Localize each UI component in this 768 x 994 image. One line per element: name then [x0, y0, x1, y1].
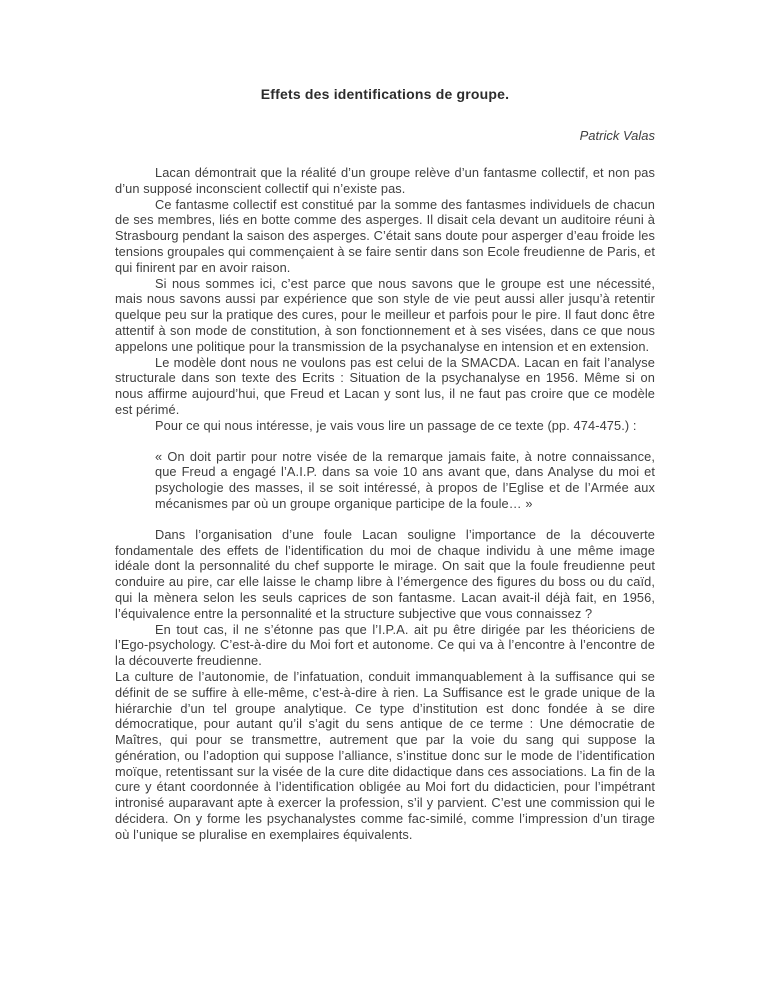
paragraph-4: Le modèle dont nous ne voulons pas est celui de la SMACDA. Lacan en fait l’analyse structurale dans son texte des Ecrits : Situation de la psychanalyse en 1956. Même si on nous affirme aujourd’hui, que Freud et Lacan y sont lus, il ne faut pas croire que ce modèle est périmé.	[115, 354, 655, 417]
paragraph-2: Ce fantasme collectif est constitué par la somme des fantasmes individuels de chacun de ses membres, liés en botte comme des asperges. Il disait cela devant un auditoire réuni à Strasbourg pendant la saison des asperges. C’était sans doute pour asperger d’eau froide les tensions groupales qui commençaient à se faire sentir dans son Ecole freudienne de Paris, et qui finirent par en avoir raison.	[115, 196, 655, 275]
paragraph-8: La culture de l’autonomie, de l’infatuation, conduit immanquablement à la suffisance qui se définit de se suffire à elle-même, c’est-à-dire à rien. La Suffisance est le grade unique de la hiérarchie d’un tel groupe analytique. Ce type d’institution est donc fondée à se dire démocratique, pour autant qu’il s’agit du sens antique de ce terme : Une démocratie de Maîtres, qui pour se transmettre, autrement que par la voie du sang qui suppose la génération, ou l’adoption qui suppose l’alliance, s’institue donc sur le mode de l’identification moïque, retentissant sur la visée de la cure dite didactique dans ces associations. La fin de la cure y étant coordonnée à l’identification obligée au Moi fort du didacticien, pour l’impétrant intronisé auparavant apte à exercer la profession, s’il y parvient. C’est une commission qui le décidera. On y forme les psychanalystes comme fac-similé, comme l’impression d’un tirage où l’unique se pluralise en exemplaires équivalents.	[115, 668, 655, 842]
paragraph-7: En tout cas, il ne s’étonne pas que l’I.P.A. ait pu être dirigée par les théoriciens de l’Ego-psychology. C’est-à-dire du Moi fort et autonome. Ce qui va à l’encontre à l’encontre de la découverte freudienne.	[115, 621, 655, 669]
paragraph-1: Lacan démontrait que la réalité d’un groupe relève d’un fantasme collectif, et non pas d’un supposé inconscient collectif qui n’existe pas.	[115, 165, 655, 196]
block-quote: « On doit partir pour notre visée de la remarque jamais faite, à notre connaissance, que Freud a engagé l’A.I.P. dans sa voie 10 ans avant que, dans Analyse du moi et psychologie des masses, il se soit intéressé, à propos de l’Eglise et de l’Armée aux mécanismes par où un groupe organique participe de la foule… »	[155, 448, 655, 511]
author-name: Patrick Valas	[579, 128, 655, 143]
paragraph-3: Si nous sommes ici, c’est parce que nous savons que le groupe est une nécessité, mais nous savons aussi par expérience que son style de vie peut aussi aller jusqu’à retentir quelque peu sur la pratique des cures, pour le meilleur et parfois pour le pire. Il faut donc être attentif à son mode de constitution, à son fonctionnement et à ses visées, dans ce que nous appelons une politique pour la transmission de la psychanalyse en intension et en extension.	[115, 275, 655, 354]
document-title: Effets des identifications de groupe.	[260, 86, 510, 102]
paragraph-5: Pour ce qui nous intéresse, je vais vous lire un passage de ce texte (pp. 474-475.) :	[155, 417, 637, 433]
paragraph-6: Dans l’organisation d’une foule Lacan souligne l’importance de la découverte fondamentale des effets de l’identification du moi de chaque individu à une même image idéale dont la personnalité du chef supporte le mirage. On sait que la foule freudienne peut conduire au pire, car elle laisse le champ libre à l’émergence des figures du boss ou du caïd, qui la mènera selon les seuls caprices de son fantasme. Lacan avait-il déjà fait, en 1956, l’équivalence entre la personnalité et la structure subjective que vous connaissez ?	[115, 526, 655, 621]
